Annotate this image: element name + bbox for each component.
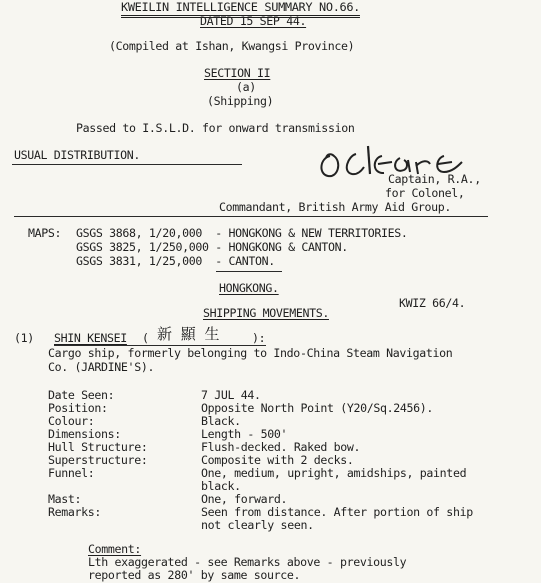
movements-heading: SHIPPING MOVEMENTS. [203,306,329,320]
maps-label: MAPS: [28,226,62,240]
ship-description: Co. (JARDINE'S). [48,360,155,374]
map-ref: GSGS 3868, 1/20,000 - HONGKONG & NEW TERRITORIES. [76,226,408,240]
report-date: DATED 15 SEP 44. [200,14,307,28]
paren-open: ( [142,331,149,345]
map-ref: GSGS 3825, 1/250,000 - HONGKONG & CANTON. [76,240,348,254]
transmission-note: Passed to I.S.L.D. for onward transmission [76,121,355,135]
signer-rank: Captain, R.A., [388,172,481,186]
comment-label: Comment: [88,542,142,556]
reference-number: KWIZ 66/4. [399,296,466,310]
detail-label: Mast: [48,492,82,506]
detail-label: Superstructure: [48,453,148,467]
subject-label: (Shipping) [207,94,274,108]
location-rule [216,271,282,272]
detail-value: Opposite North Point (Y20/Sq.2456). [201,401,434,415]
detail-label: Position: [48,401,108,415]
detail-value: black. [201,479,241,493]
signer-unit: Commandant, British Army Aid Group. [219,200,452,214]
map-ref: GSGS 3831, 1/25,000 - CANTON. [76,254,275,268]
detail-value: Composite with 2 decks. [201,453,354,467]
ship-description: Cargo ship, formerly belonging to Indo-China Steam Navigation [48,346,453,360]
detail-value: One, medium, upright, amidships, painted [201,466,467,480]
detail-value: 7 JUL 44. [201,388,261,402]
detail-label: Remarks: [48,505,102,519]
comment-text: Lth exaggerated - see Remarks above - previously [88,555,407,569]
section-heading: SECTION II [204,66,271,80]
detail-label: Hull Structure: [48,440,148,454]
detail-label: Date Seen: [48,388,115,402]
detail-value: Length - 500' [201,427,288,441]
subsection-label: (a) [236,80,256,94]
detail-value: Black. [201,414,241,428]
ship-name: SHIN KENSEI [54,331,127,345]
detail-value: Flush-decked. Raked bow. [201,440,361,454]
detail-value: One, forward. [201,492,288,506]
location-heading: HONGKONG. [219,281,279,295]
distribution-line: USUAL DISTRIBUTION. [14,148,140,162]
chinese-characters: 新 顯 生 [157,325,222,343]
item-number: (1) [14,331,34,345]
distribution-rule [12,164,242,165]
signer-for: for Colonel, [385,186,465,200]
compiled-at: (Compiled at Ishan, Kwangsi Province) [109,39,355,53]
paren-close: ): [252,331,266,345]
report-title: KWEILIN INTELLIGENCE SUMMARY NO.66. [121,2,360,18]
detail-label: Colour: [48,414,95,428]
detail-value: not clearly seen. [201,518,314,532]
comment-text: reported as 280' by same source. [88,568,301,582]
detail-label: Dimensions: [48,427,121,441]
signature-rule [14,216,488,217]
detail-value: Seen from distance. After portion of ship [201,505,473,519]
detail-label: Funnel: [48,466,95,480]
